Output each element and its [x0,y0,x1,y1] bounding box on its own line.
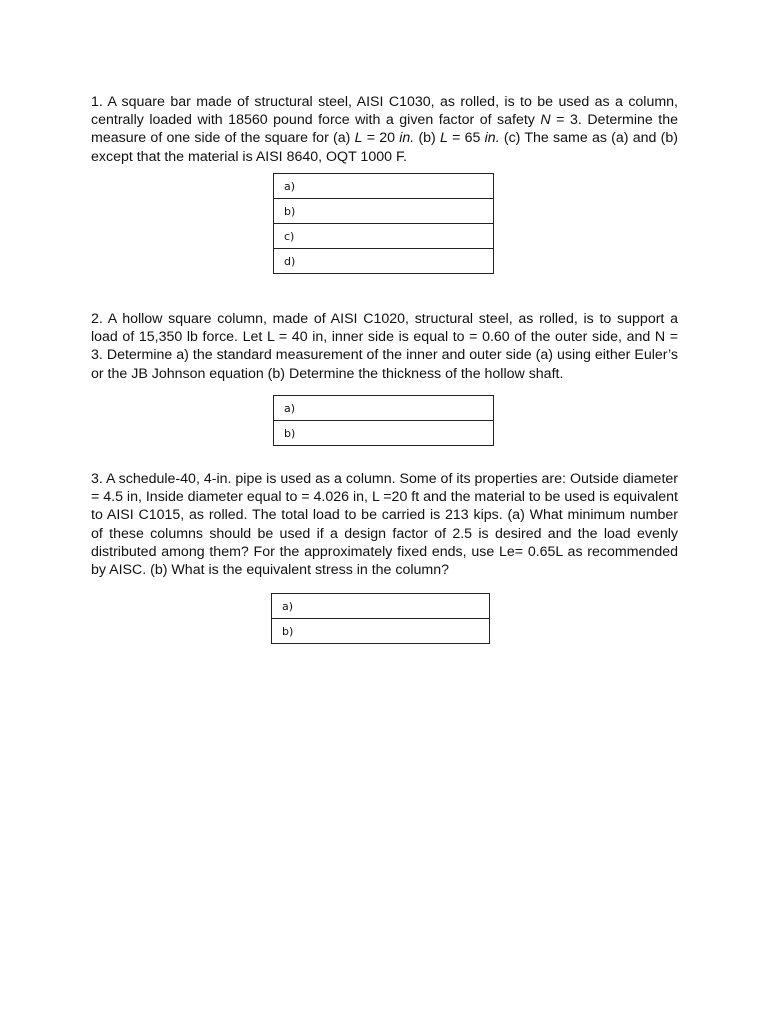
answer-cell-c[interactable]: c) [274,224,494,249]
problem-1-text-part: (b) [414,130,441,147]
problem-3-text: 3. A schedule-40, 4-in. pipe is used as a column. Some of its properties are: Outside diameter = 4.5 in, Inside diameter equal to = 4.026 in, L =20 ft and the material to be used is equivalent to AISI C1015, as rolled. The total load to be carried is 213 kips. (a) What minimum number of these columns should be used if a design factor of 2.5 is desired and the load evenly distributed among them? For the approximately fixed ends, use Le= 0.65L as recommended by AISC. (b) What is the equivalent stress in the column? [91,471,678,579]
problem-1-text-part: 1. A square bar made of structural steel, AISI C1030, as rolled, is to be used as a column, centrally loaded with 18560 pound force with a given factor of safety [91,94,678,129]
answer-cell-a[interactable]: a) [274,396,494,421]
problem-1-text-part: = 3. Determine the measure of one side of the square for (a) [91,112,678,147]
problem-1-variable: N [540,112,551,129]
problem-1-unit: in. [399,130,415,147]
problem-3-answer-table [271,593,490,644]
problem-2-text: 2. A hollow square column, made of AISI C1020, structural steel, as rolled, is to support a load of 15,350 lb force. Let L = 40 in, inner side is equal to = 0.60 of the outer side, and N = 3. Determine a) the standard measurement of the inner and outer side (a) using either Euler’s or the JB Johnson equation (b) Determine the thickness of the hollow shaft. [91,311,678,382]
answer-row [274,249,494,274]
problem-1-variable: L [440,130,448,147]
problem-1-unit: in. [484,130,500,147]
answer-cell-b[interactable]: b) [272,619,490,644]
problem-1-text-part: = 20 [362,130,400,147]
answer-cell-d[interactable]: d) [274,249,494,274]
answer-row [274,199,494,224]
answer-row [272,619,490,644]
answer-row [272,594,490,619]
problem-1-text [91,93,678,166]
answer-cell-a[interactable]: a) [274,174,494,199]
answer-row [274,174,494,199]
problem-1-text-part: (c) The same as (a) and (b) except that the material is AISI 8640, OQT 1000 F. [91,130,678,165]
answer-row [274,421,494,446]
answer-row [274,396,494,421]
answer-cell-b[interactable]: b) [274,199,494,224]
problem-1-text-part: = 65 [447,130,485,147]
problem-1-answer-table [273,173,494,274]
problem-2-answer-table [273,395,494,446]
answer-cell-a[interactable]: a) [272,594,490,619]
answer-row [274,224,494,249]
problem-1-variable: L [354,130,363,147]
answer-cell-b[interactable]: b) [274,421,494,446]
